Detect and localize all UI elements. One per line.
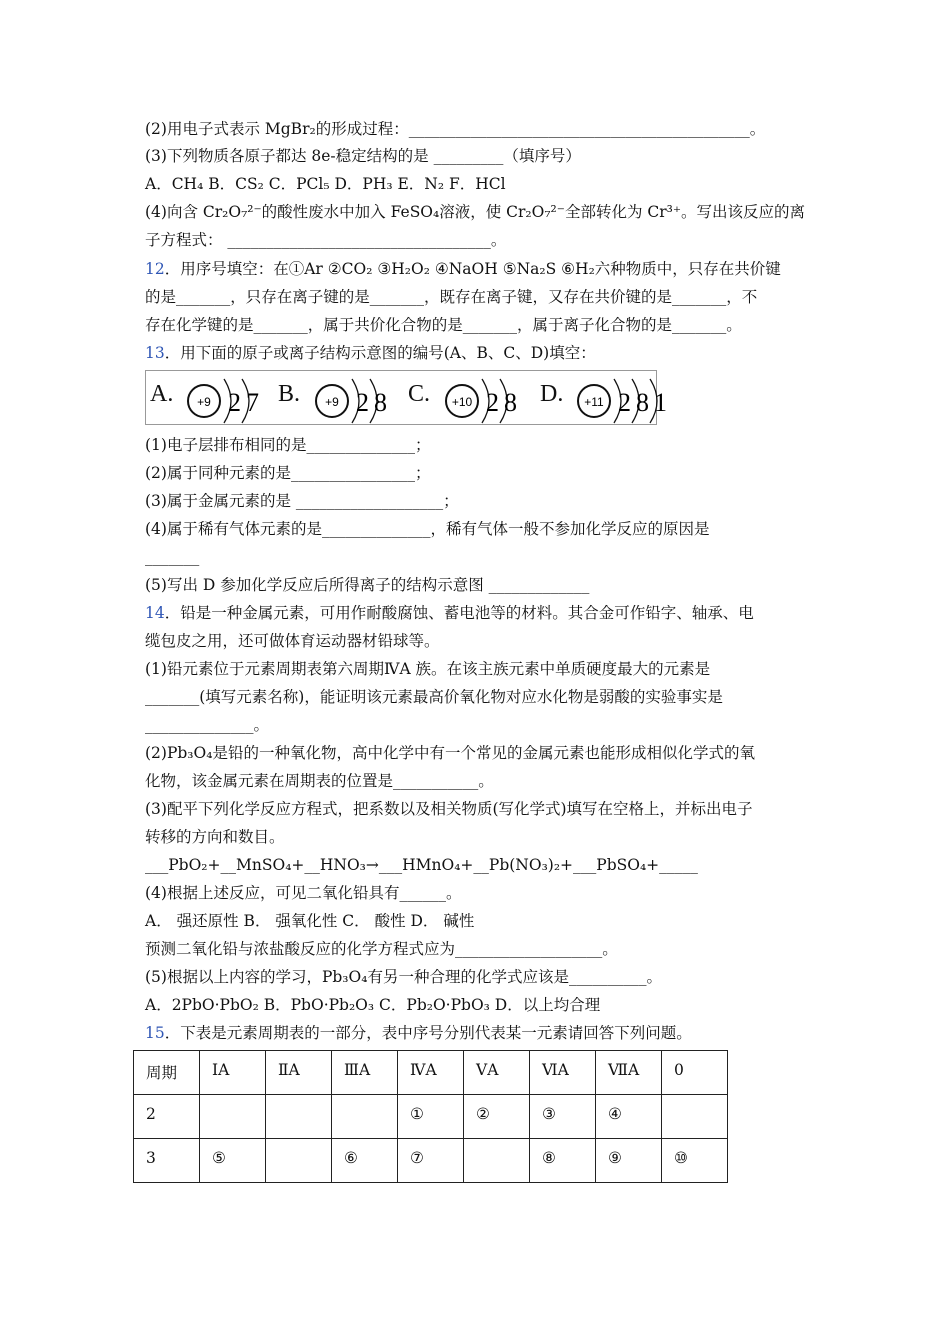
text-line <box>145 994 600 1016</box>
line-text: 缆包皮之用，还可做体育运动器材铅球等。 <box>145 632 440 650</box>
nucleus-charge: +10 <box>451 395 473 409</box>
line-text: ．用下面的原子或离子结构示意图的编号(A、B、C、D)填空： <box>164 344 596 362</box>
line-text: (2)属于同种元素的是________________； <box>145 464 431 482</box>
line-text: (4)属于稀有气体元素的是______________，稀有气体一般不参加化学反应的原因是 <box>145 520 710 538</box>
line-text: (2)Pb₃O₄是铅的一种氧化物，高中化学中有一个常见的金属元素也能形成相似化学式的氧 <box>145 744 755 762</box>
text-line <box>145 314 742 336</box>
table-cell: ⑨ <box>596 1139 662 1183</box>
line-text: ______________。 <box>145 716 270 734</box>
text-line <box>145 462 430 484</box>
text-line <box>145 882 461 904</box>
table-cell: ⅥA <box>530 1051 596 1095</box>
shell-electron-count: 2 <box>356 388 369 417</box>
nucleus-charge: +9 <box>325 395 339 409</box>
line-text: (4)向含 Cr₂O₇²⁻的酸性废水中加入 FeSO₄溶液，使 Cr₂O₇²⁻全部转化为 Cr³⁺。写出该反应的离 <box>145 203 806 221</box>
line-text: ．用序号填空：在①Ar ②CO₂ ③H₂O₂ ④NaOH ⑤Na₂S ⑥H₂六种物质中，只存在共价键 <box>164 260 781 278</box>
shell-electron-count: 2 <box>618 388 631 417</box>
line-text: ．下表是元素周期表的一部分，表中序号分别代表某一元素请回答下列问题。 <box>164 1024 692 1042</box>
text-line <box>145 742 755 764</box>
atom-diagram <box>540 371 670 424</box>
diagram-label: B. <box>278 381 301 407</box>
line-text: _______(填写元素名称)，能证明该元素最高价氧化物对应水化物是弱酸的实验事实是 <box>145 688 723 706</box>
line-text: A．CH₄ B．CS₂ C．PCl₅ D．PH₃ E．N₂ F．HCl <box>145 175 506 193</box>
text-line <box>145 518 709 540</box>
text-line <box>145 938 618 960</box>
nucleus-charge: +11 <box>584 395 604 409</box>
shell-electron-count: 1 <box>654 388 667 417</box>
table-cell: 3 <box>134 1139 200 1183</box>
table-cell: ⑩ <box>662 1139 728 1183</box>
table-cell: ⅦA <box>596 1051 662 1095</box>
text-line <box>145 434 430 456</box>
text-line <box>145 229 506 251</box>
table-cell <box>332 1095 398 1139</box>
atomic-structure-diagrams <box>145 370 667 425</box>
question-13-line <box>145 342 596 364</box>
line-text: 子方程式： __________________________________。 <box>145 231 507 249</box>
line-text: (5)根据以上内容的学习，Pb₃O₄有另一种合理的化学式应该是__________。 <box>145 968 662 986</box>
shell-electron-count: 7 <box>246 388 259 417</box>
table-cell: ⑤ <box>200 1139 266 1183</box>
table-cell: ⅡA <box>266 1051 332 1095</box>
line-text: (3)属于金属元素的是 ___________________； <box>145 492 459 510</box>
text-line <box>145 173 506 195</box>
atom-diagram <box>408 371 538 424</box>
text-line <box>145 201 805 223</box>
line-text: (1)铅元素位于元素周期表第六周期ⅣA 族。在该主族元素中单质硬度最大的元素是 <box>145 660 711 678</box>
table-cell <box>200 1095 266 1139</box>
line-text: 存在化学键的是_______，属于共价化合物的是_______，属于离子化合物的是_______。 <box>145 316 742 334</box>
text-line <box>145 854 698 876</box>
shell-electron-count: 8 <box>504 388 517 417</box>
line-text: 转移的方向和数目。 <box>145 828 285 846</box>
table-header-row <box>134 1051 728 1095</box>
question-15-line <box>145 1022 692 1044</box>
line-text: 预测二氧化铅与浓盐酸反应的化学方程式应为___________________。 <box>145 940 618 958</box>
diagram-label: A. <box>150 381 174 407</box>
table-cell: ① <box>398 1095 464 1139</box>
line-text: (1)电子层排布相同的是______________； <box>145 436 431 454</box>
shell-electron-count: 8 <box>636 388 649 417</box>
diagram-label: D. <box>540 381 564 407</box>
line-text: _______ <box>145 548 200 566</box>
table-cell: 周期 <box>134 1051 200 1095</box>
table-cell: ④ <box>596 1095 662 1139</box>
table-cell <box>266 1139 332 1183</box>
text-line <box>145 966 662 988</box>
table-cell: ⅤA <box>464 1051 530 1095</box>
table-cell: ③ <box>530 1095 596 1139</box>
question-number: 12 <box>145 260 165 278</box>
question-14-line <box>145 602 754 624</box>
table-cell: ⅠA <box>200 1051 266 1095</box>
line-text: (2)用电子式表示 MgBr₂的形成过程：____________________________________________。 <box>145 120 766 138</box>
table-cell <box>662 1095 728 1139</box>
nucleus-charge: +9 <box>197 395 211 409</box>
table-cell: ⑥ <box>332 1139 398 1183</box>
text-line <box>145 826 285 848</box>
table-cell <box>266 1095 332 1139</box>
table-row <box>134 1095 728 1139</box>
text-line <box>145 714 269 736</box>
shell-electron-count: 8 <box>374 388 387 417</box>
text-line <box>145 910 474 932</box>
text-line <box>145 686 723 708</box>
diagram-label: C. <box>408 381 431 407</box>
table-cell: ⑧ <box>530 1139 596 1183</box>
line-text: (3)配平下列化学反应方程式，把系数以及相关物质(写化学式)填写在空格上，并标出电子 <box>145 800 753 818</box>
shell-electron-count: 2 <box>486 388 499 417</box>
table-row <box>134 1139 728 1183</box>
question-12-line <box>145 258 781 280</box>
line-text: A．2PbO·PbO₂ B．PbO·Pb₂O₃ C．Pb₂O·PbO₃ D．以上均合理 <box>145 996 601 1014</box>
table-cell <box>464 1139 530 1183</box>
line-text: ___PbO₂+__MnSO₄+__HNO₃→___HMnO₄+__Pb(NO₃)₂+___PbSO₄+_____ <box>145 856 698 874</box>
line-text: (4)根据上述反应，可见二氧化铅具有______。 <box>145 884 462 902</box>
text-line <box>145 630 440 652</box>
atom-diagram <box>278 371 408 424</box>
line-text: 的是_______，只存在离子键的是_______，既存在离子键，又存在共价键的是_______，不 <box>145 288 758 306</box>
text-line <box>145 574 589 596</box>
line-text: (5)写出 D 参加化学反应后所得离子的结构示意图 _____________ <box>145 576 590 594</box>
text-line <box>145 145 581 167</box>
question-number: 15 <box>145 1024 165 1042</box>
text-line <box>145 490 459 512</box>
text-line <box>145 798 753 820</box>
text-line <box>145 286 757 308</box>
table-cell: ⑦ <box>398 1139 464 1183</box>
table-cell: 0 <box>662 1051 728 1095</box>
text-line <box>145 546 199 568</box>
question-number: 14 <box>145 604 165 622</box>
text-line <box>145 118 765 140</box>
table-cell: ② <box>464 1095 530 1139</box>
text-line <box>145 658 710 680</box>
text-line <box>145 770 494 792</box>
shell-electron-count: 2 <box>228 388 241 417</box>
periodic-table-excerpt <box>133 1050 728 1183</box>
line-text: (3)下列物质各原子都达 8e-稳定结构的是 _________（填序号） <box>145 147 581 165</box>
table-cell: ⅢA <box>332 1051 398 1095</box>
atom-diagram <box>150 371 280 424</box>
table-cell: ⅣA <box>398 1051 464 1095</box>
line-text: 化物，该金属元素在周期表的位置是___________。 <box>145 772 494 790</box>
line-text: ．铅是一种金属元素，可用作耐酸腐蚀、蓄电池等的材料。其合金可作铅字、轴承、电 <box>164 604 754 622</box>
table-cell: 2 <box>134 1095 200 1139</box>
question-number: 13 <box>145 344 165 362</box>
line-text: A． 强还原性 B． 强氧化性 C． 酸性 D． 碱性 <box>145 912 475 930</box>
